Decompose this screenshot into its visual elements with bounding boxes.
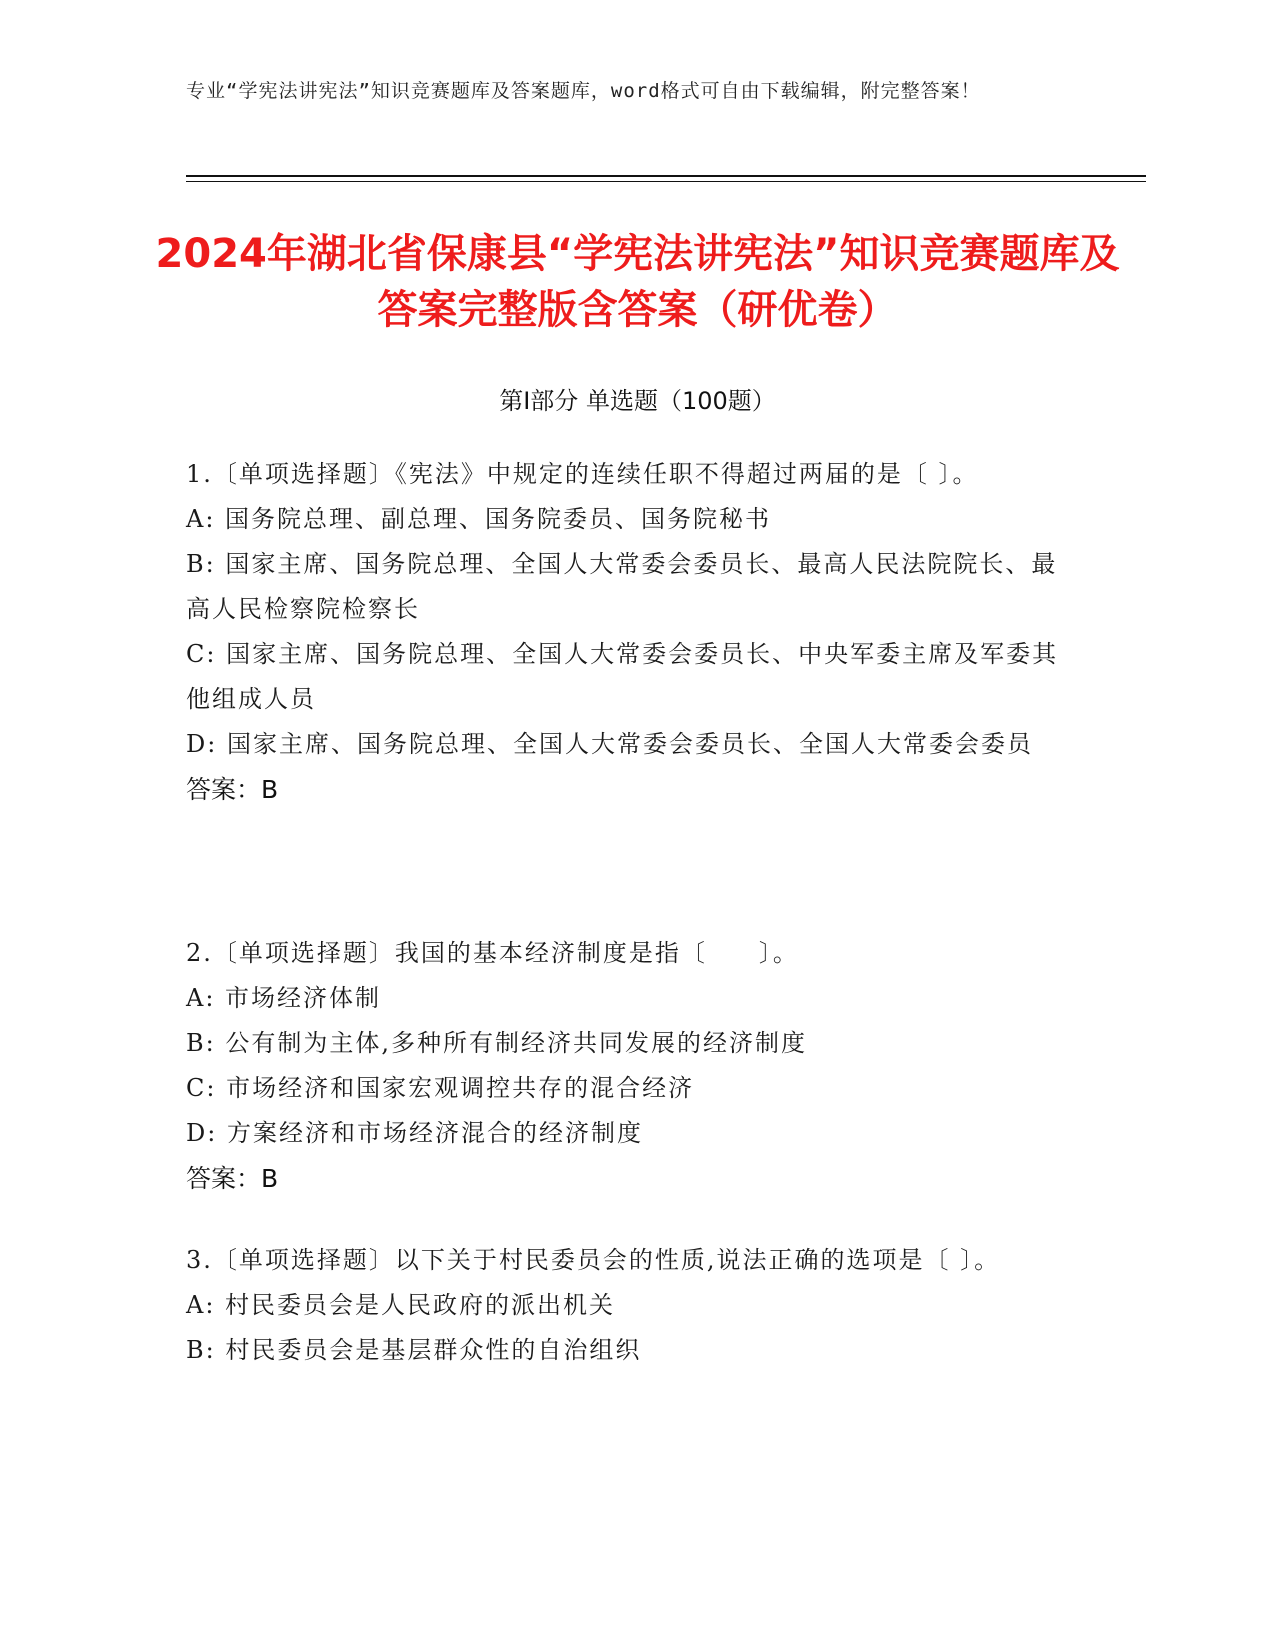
option-a: A: 国务院总理、副总理、国务院委员、国务院秘书 bbox=[186, 505, 772, 533]
option-d: D: 方案经济和市场经济混合的经济制度 bbox=[186, 1119, 643, 1147]
header-note: 专业“学宪法讲宪法”知识竞赛题库及答案题库，word格式可自由下载编辑，附完整答案！ bbox=[186, 80, 981, 102]
question-1 bbox=[186, 452, 1076, 812]
option-b: B: 村民委员会是基层群众性的自治组织 bbox=[186, 1336, 642, 1364]
option-c: C: 市场经济和国家宏观调控共存的混合经济 bbox=[186, 1074, 695, 1102]
document-title: 2024年湖北省保康县“学宪法讲宪法”知识竞赛题库及答案完整版含答案（研优卷） bbox=[155, 231, 1120, 333]
option-b: B: 公有制为主体,多种所有制经济共同发展的经济制度 bbox=[186, 1029, 807, 1057]
option-c: C: 国家主席、国务院总理、全国人大常委会委员长、中央军委主席及军委其他组成人员 bbox=[186, 640, 1059, 713]
question-stem: 1.〔单项选择题〕《宪法》中规定的连续任职不得超过两届的是〔 〕。 bbox=[186, 460, 979, 488]
option-a: A: 市场经济体制 bbox=[186, 984, 382, 1012]
question-3 bbox=[186, 1238, 1076, 1373]
question-stem: 3.〔单项选择题〕以下关于村民委员会的性质,说法正确的选项是〔 〕。 bbox=[186, 1246, 1001, 1274]
option-d: D: 国家主席、国务院总理、全国人大常委会委员长、全国人大常委会委员 bbox=[186, 730, 1033, 758]
section-title: 第Ⅰ部分 单选题（100题） bbox=[499, 387, 776, 415]
header-divider-thin bbox=[186, 181, 1146, 182]
question-2 bbox=[186, 931, 1076, 1201]
answer-label: 答案：B bbox=[186, 1164, 279, 1193]
option-a: A: 村民委员会是人民政府的派出机关 bbox=[186, 1291, 616, 1319]
option-b: B: 国家主席、国务院总理、全国人大常委会委员长、最高人民法院院长、最高人民检察院检察长 bbox=[186, 550, 1058, 623]
header-divider-thick bbox=[186, 175, 1146, 177]
answer-label: 答案：B bbox=[186, 775, 279, 804]
question-stem: 2.〔单项选择题〕我国的基本经济制度是指〔 〕。 bbox=[186, 939, 799, 967]
